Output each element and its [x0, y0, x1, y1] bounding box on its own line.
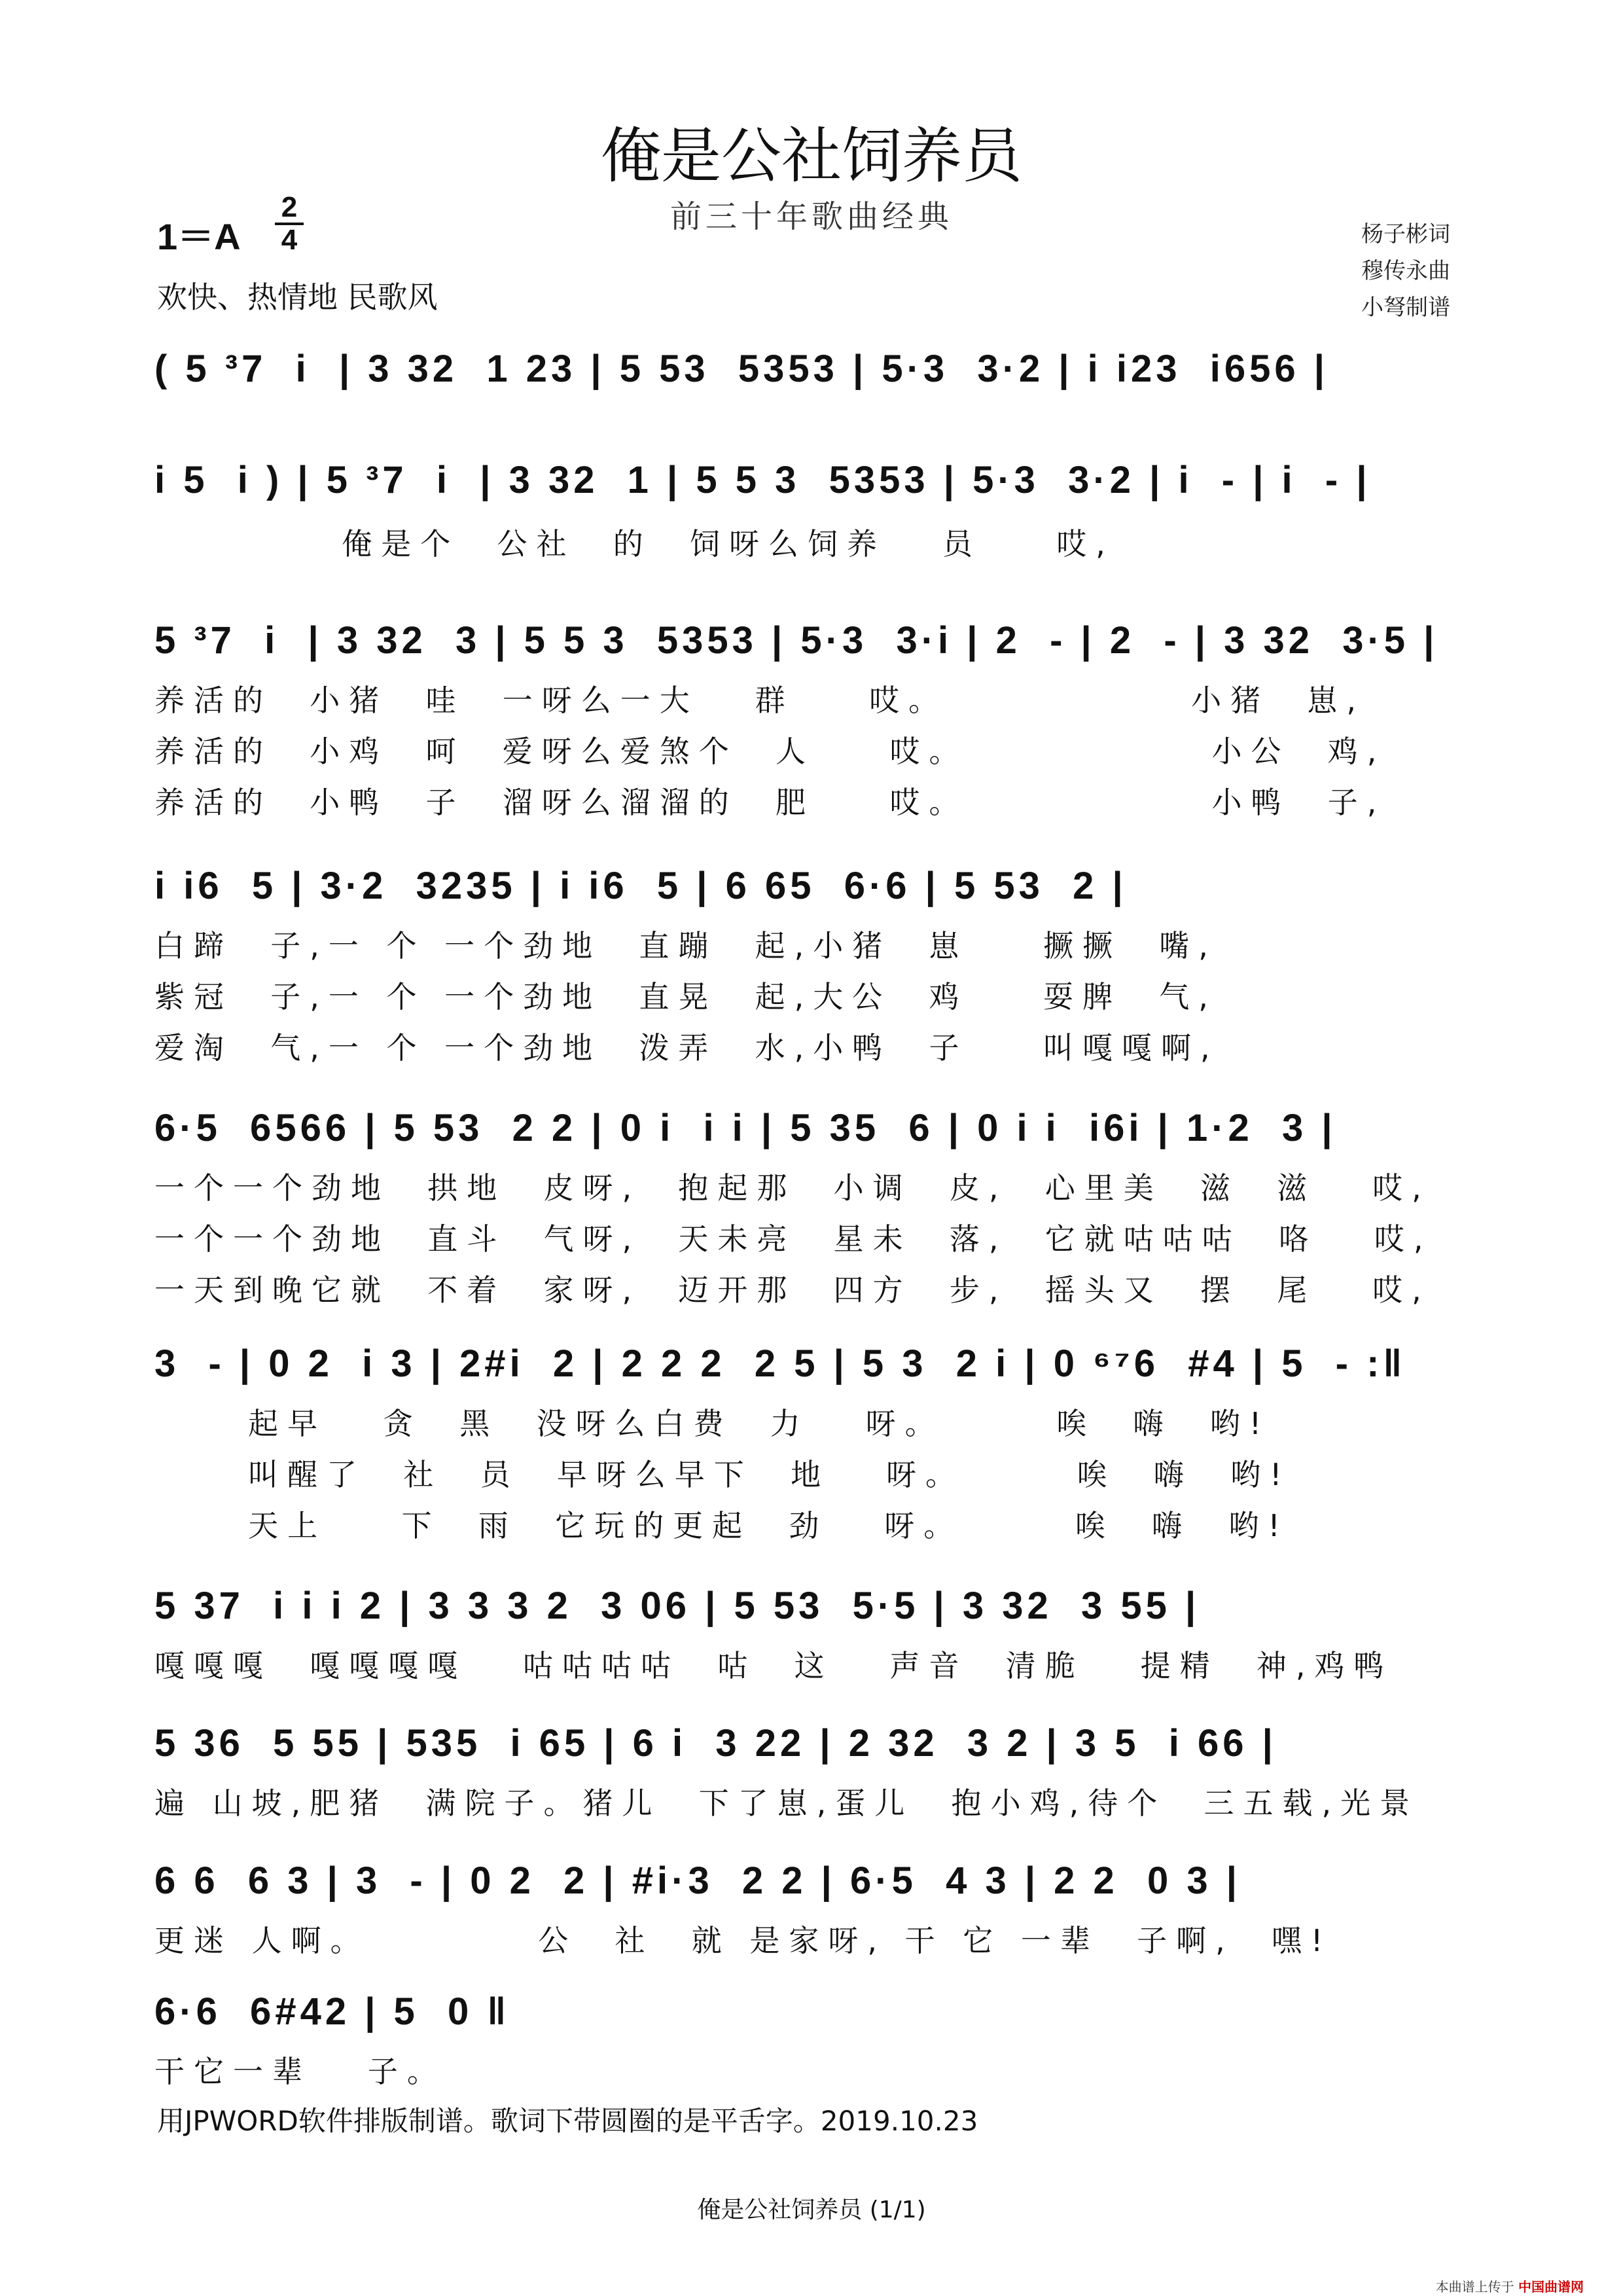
watermark-brand: 中国曲谱网: [1518, 2279, 1584, 2295]
footer-note: 用JPWORD软件排版制谱。歌词下带圆圈的是平舌字。2019.10.23: [157, 2105, 978, 2137]
notation-line: i i6 5 | 3·2 3235 | i i6 5 | 6 65 6·6 | 5 53 2 |: [154, 865, 1127, 907]
score-system: [154, 1342, 1476, 1545]
key-signature: 1＝A: [157, 216, 241, 257]
lyric-line: 一天到晚它就 不着 家呀, 迈开那 四方 步, 摇头又 摆 尾 哎,: [154, 1272, 1431, 1308]
time-signature-bottom: 4: [281, 224, 298, 256]
notation-line: 5 ³7 i | 3 32 3 | 5 5 3 5353 | 5·3 3·i | 2 - | 2 - | 3 32 3·5 |: [154, 619, 1438, 662]
notation-line: 3 - | 0 2 i 3 | 2#i 2 | 2 2 2 2 5 | 5 3 2 i | 0 ⁶⁷6 #4 | 5 - :‖: [154, 1342, 1406, 1385]
lyric-line: 更迷 人啊。 公 社 就 是家呀, 干 它 一辈 子啊, 嘿!: [154, 1923, 1332, 1958]
composer-credit: 穆传永曲: [1361, 258, 1450, 284]
notation-line: 5 37 i i i 2 | 3 3 3 2 3 06 | 5 53 5·5 | 3 32 3 55 |: [154, 1585, 1200, 1627]
score-system: [154, 1721, 1476, 1823]
notation-line: ( 5 ³7 i | 3 32 1 23 | 5 53 5353 | 5·3 3·2 | i i23 i656 |: [154, 348, 1329, 390]
watermark-prefix: 本曲谱上传于: [1435, 2279, 1514, 2295]
lyric-line: 一个一个劲地 拱地 皮呀, 抱起那 小调 皮, 心里美 滋 滋 哎,: [154, 1170, 1431, 1206]
lyric-line: 遍 山坡,肥猪 满院子。猪儿 下了崽,蛋儿 抱小鸡,待个 三五载,光景: [154, 1785, 1419, 1821]
lyric-line: 养活的 小鸭 子 溜呀么溜溜的 肥 哎。 小鸭 子,: [154, 785, 1386, 820]
score-system: [154, 1106, 1476, 1310]
time-signature-top: 2: [281, 191, 298, 223]
notation-line: 5 36 5 55 | 535 i 65 | 6 i 3 22 | 2 32 3 2 | 3 5 i 66 |: [154, 1722, 1277, 1765]
notation-line: 6·6 6#42 | 5 0 ‖: [154, 1990, 510, 2033]
score-system: [154, 1990, 1476, 2091]
lyricist-credit: 杨子彬词: [1361, 221, 1450, 247]
notation-line: 6·5 6566 | 5 53 2 2 | 0 i i i | 5 35 6 | 0 i i i6i | 1·2 3 |: [154, 1107, 1336, 1149]
score-title: 俺是公社饲养员: [600, 121, 1022, 191]
lyric-line: 嘎嘎嘎 嘎嘎嘎嘎 咕咕咕咕 咕 这 声音 清脆 提精 神,鸡鸭: [154, 1648, 1393, 1683]
engraver-credit: 小弩制谱: [1361, 295, 1450, 321]
lyric-line: 俺是个 公社 的 饲呀么饲养 员 哎,: [154, 526, 1115, 562]
watermark: [1436, 2276, 1584, 2295]
score-system: [154, 619, 1476, 822]
credits: [1361, 216, 1450, 326]
lyric-line: 白蹄 子,一 个 一个劲地 直蹦 起,小猪 崽 撅撅 嘴,: [154, 928, 1217, 963]
lyric-line: 爱淘 气,一 个 一个劲地 泼弄 水,小鸭 子 叫嘎嘎啊,: [154, 1030, 1219, 1066]
lyric-line: 叫醒了 社 员 早呀么早下 地 呀。 唉 嗨 哟!: [154, 1457, 1291, 1492]
tempo-marking: 欢快、热情地 民歌风: [157, 279, 438, 315]
lyric-line: 养活的 小鸡 呵 爱呀么爱煞个 人 哎。 小公 鸡,: [154, 734, 1386, 769]
notation-line: 6 6 6 3 | 3 - | 0 2 2 | #i·3 2 2 | 6·5 4 3 | 2 2 0 3 |: [154, 1859, 1241, 1902]
lyric-line: 起早 贪 黑 没呀么白费 力 呀。 唉 嗨 哟!: [154, 1406, 1271, 1441]
score-subtitle: 前三十年歌曲经典: [669, 198, 953, 235]
page-label: 俺是公社饲养员 (1/1): [697, 2197, 926, 2223]
score-system: [154, 864, 1476, 1067]
lyric-line: 干它一辈 子。: [154, 2054, 446, 2089]
lyric-line: 天上 下 雨 它玩的更起 劲 呀。 唉 嗨 哟!: [154, 1508, 1289, 1543]
score-system: [154, 347, 1476, 391]
notation-line: i 5 i ) | 5 ³7 i | 3 32 1 | 5 5 3 5353 | 5·3 3·2 | i - | i - |: [154, 459, 1371, 501]
score-system: [154, 1859, 1476, 1960]
lyric-line: 一个一个劲地 直斗 气呀, 天未亮 星未 落, 它就咕咕咕 咯 哎,: [154, 1221, 1433, 1257]
score-system: [154, 458, 1476, 564]
time-signature: [275, 191, 304, 256]
lyric-line: 养活的 小猪 哇 一呀么一大 群 哎。 小猪 崽,: [154, 683, 1366, 718]
lyric-line: 紫冠 子,一 个 一个劲地 直晃 起,大公 鸡 耍脾 气,: [154, 979, 1217, 1014]
score-system: [154, 1584, 1476, 1685]
